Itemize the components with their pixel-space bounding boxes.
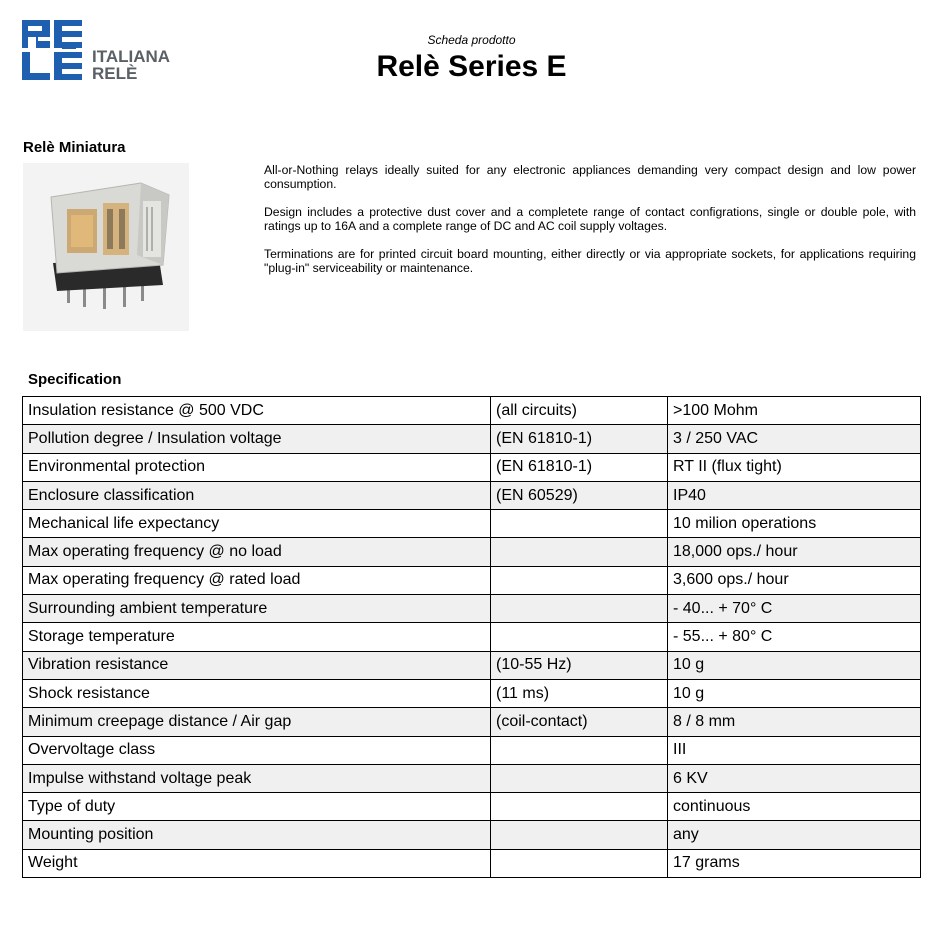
spec-value: 10 g <box>668 679 921 707</box>
spec-parameter: Impulse withstand voltage peak <box>23 764 491 792</box>
spec-value: 3 / 250 VAC <box>668 425 921 453</box>
spec-value: 10 g <box>668 651 921 679</box>
spec-value: 17 grams <box>668 849 921 877</box>
table-row <box>23 708 921 736</box>
spec-standard: (EN 61810-1) <box>491 425 668 453</box>
product-description <box>264 163 916 289</box>
spec-parameter: Minimum creepage distance / Air gap <box>23 708 491 736</box>
spec-standard <box>491 793 668 821</box>
spec-standard <box>491 764 668 792</box>
spec-standard: (11 ms) <box>491 679 668 707</box>
table-row <box>23 453 921 481</box>
spec-standard <box>491 821 668 849</box>
table-row <box>23 566 921 594</box>
relay-product-photo <box>23 163 189 331</box>
spec-standard <box>491 623 668 651</box>
table-row <box>23 651 921 679</box>
description-paragraph: Terminations are for printed circuit board mounting, either directly or via appropriate sockets, for applications requiring "plug-in" serviceability or maintenance. <box>264 247 916 275</box>
spec-standard: (all circuits) <box>491 397 668 425</box>
table-row <box>23 425 921 453</box>
table-row <box>23 595 921 623</box>
spec-value: continuous <box>668 793 921 821</box>
description-paragraph: Design includes a protective dust cover and a completete range of contact configrations, single or double pole, with ratings up to 16A and a complete range of DC and AC coil supply voltages. <box>264 205 916 233</box>
spec-standard <box>491 736 668 764</box>
spec-standard: (10-55 Hz) <box>491 651 668 679</box>
logo-text-line2: RELÈ <box>92 64 138 83</box>
table-row <box>23 764 921 792</box>
description-paragraph: All-or-Nothing relays ideally suited for any electronic appliances demanding very compact design and low power consumption. <box>264 163 916 191</box>
spec-value: 6 KV <box>668 764 921 792</box>
spec-parameter: Pollution degree / Insulation voltage <box>23 425 491 453</box>
document-subtitle: Scheda prodotto <box>427 33 516 47</box>
spec-parameter: Mechanical life expectancy <box>23 510 491 538</box>
spec-standard: (coil-contact) <box>491 708 668 736</box>
spec-standard <box>491 510 668 538</box>
logo-text-line1: ITALIANA <box>92 47 171 66</box>
spec-value: 18,000 ops./ hour <box>668 538 921 566</box>
spec-parameter: Shock resistance <box>23 679 491 707</box>
table-row <box>23 679 921 707</box>
spec-standard <box>491 538 668 566</box>
table-row <box>23 821 921 849</box>
spec-standard: (EN 61810-1) <box>491 453 668 481</box>
table-row <box>23 397 921 425</box>
spec-parameter: Type of duty <box>23 793 491 821</box>
product-heading: Relè Miniatura <box>23 139 126 156</box>
spec-value: 8 / 8 mm <box>668 708 921 736</box>
spec-standard <box>491 595 668 623</box>
spec-parameter: Max operating frequency @ no load <box>23 538 491 566</box>
table-row <box>23 510 921 538</box>
spec-value: - 40... + 70° C <box>668 595 921 623</box>
specification-heading: Specification <box>28 371 122 388</box>
spec-parameter: Weight <box>23 849 491 877</box>
spec-parameter: Max operating frequency @ rated load <box>23 566 491 594</box>
table-row <box>23 623 921 651</box>
spec-standard <box>491 566 668 594</box>
spec-value: IP40 <box>668 481 921 509</box>
specification-table <box>22 396 921 878</box>
table-row <box>23 736 921 764</box>
table-row <box>23 793 921 821</box>
spec-value: any <box>668 821 921 849</box>
spec-parameter: Overvoltage class <box>23 736 491 764</box>
spec-standard <box>491 849 668 877</box>
spec-parameter: Enclosure classification <box>23 481 491 509</box>
spec-parameter: Environmental protection <box>23 453 491 481</box>
table-row <box>23 849 921 877</box>
spec-value: >100 Mohm <box>668 397 921 425</box>
table-row <box>23 481 921 509</box>
spec-parameter: Vibration resistance <box>23 651 491 679</box>
spec-value: RT II (flux tight) <box>668 453 921 481</box>
spec-standard: (EN 60529) <box>491 481 668 509</box>
spec-value: 10 milion operations <box>668 510 921 538</box>
spec-value: - 55... + 80° C <box>668 623 921 651</box>
page-title: Relè Series E <box>376 50 567 83</box>
spec-parameter: Storage temperature <box>23 623 491 651</box>
table-row <box>23 538 921 566</box>
spec-value: 3,600 ops./ hour <box>668 566 921 594</box>
spec-parameter: Insulation resistance @ 500 VDC <box>23 397 491 425</box>
spec-parameter: Surrounding ambient temperature <box>23 595 491 623</box>
spec-value: III <box>668 736 921 764</box>
spec-parameter: Mounting position <box>23 821 491 849</box>
